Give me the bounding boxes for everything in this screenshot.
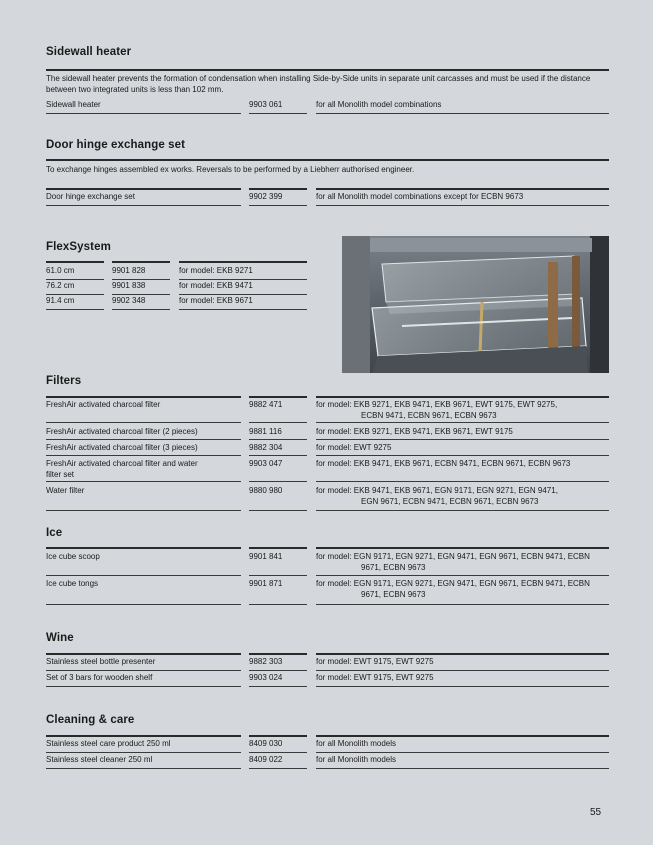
flexsystem-photo: [342, 236, 609, 373]
product-note: for model: EWT 9275: [316, 442, 609, 456]
table-rule: [46, 261, 104, 263]
table-rule: [249, 547, 307, 549]
product-code: 9880 980: [249, 485, 307, 511]
note-line: EGN 9671, ECBN 9471, ECBN 9671, ECBN 9673: [361, 497, 539, 506]
section-title-wine: Wine: [46, 632, 74, 644]
table-rule: [46, 188, 241, 190]
section-title-cleaning-care: Cleaning & care: [46, 714, 135, 726]
product-note: for all Monolith model combinations except for ECBN 9673: [316, 191, 609, 206]
product-name: FreshAir activated charcoal filter: [46, 399, 241, 423]
product-note: [316, 399, 609, 423]
product-code: 9882 471: [249, 399, 307, 423]
flex-size: 61.0 cm: [46, 265, 104, 280]
product-note: for all Monolith model combinations: [316, 99, 609, 114]
table-rule: [316, 735, 609, 737]
flex-size: 91.4 cm: [46, 295, 104, 310]
table-rule: [112, 261, 170, 263]
product-note: for all Monolith models: [316, 754, 609, 769]
table-rule: [179, 261, 307, 263]
hinge-description: To exchange hinges assembled ex works. Reversals to be performed by a Liebherr authorised engineer.: [46, 165, 415, 174]
section-title-sidewall-heater: Sidewall heater: [46, 46, 132, 58]
flex-model: for model: EKB 9471: [179, 280, 307, 295]
product-code: 9881 116: [249, 426, 307, 440]
product-note: for all Monolith models: [316, 738, 609, 753]
flex-model: for model: EKB 9671: [179, 295, 307, 310]
table-rule: [249, 188, 307, 190]
product-name: Water filter: [46, 485, 241, 511]
section-title-door-hinge: Door hinge exchange set: [46, 139, 186, 151]
table-rule: [316, 396, 609, 398]
note-line: ECBN 9471, ECBN 9671, ECBN 9673: [361, 411, 497, 420]
table-rule: [46, 653, 241, 655]
flex-code: 9901 838: [112, 280, 170, 295]
flex-model: for model: EKB 9271: [179, 265, 307, 280]
product-code: 9882 303: [249, 656, 307, 671]
table-rule: [249, 653, 307, 655]
note-line: 9671, ECBN 9673: [361, 563, 426, 572]
table-rule: [316, 653, 609, 655]
product-code: 8409 022: [249, 754, 307, 769]
product-code: 9901 871: [249, 578, 307, 605]
product-note: [316, 578, 609, 605]
product-note: [316, 551, 609, 576]
product-note: for model: EKB 9471, EKB 9671, ECBN 9471, ECBN 9671, ECBN 9673: [316, 458, 609, 482]
table-rule: [46, 735, 241, 737]
product-code: 9903 024: [249, 672, 307, 687]
product-code: 9903 047: [249, 458, 307, 482]
note-line: for model: EKB 9271, EKB 9471, EKB 9671, EWT 9175, EWT 9275,: [316, 400, 558, 409]
product-name: [46, 458, 241, 482]
section-rule: [46, 69, 609, 71]
product-note: for model: EWT 9175, EWT 9275: [316, 656, 609, 671]
product-code: 9903 061: [249, 99, 307, 114]
flex-size: 76.2 cm: [46, 280, 104, 295]
product-name: Set of 3 bars for wooden shelf: [46, 672, 241, 687]
section-title-filters: Filters: [46, 375, 82, 387]
note-line: for model: EGN 9171, EGN 9271, EGN 9471, EGN 9671, ECBN 9471, ECBN: [316, 579, 590, 588]
product-note: for model: EKB 9271, EKB 9471, EKB 9671, EWT 9175: [316, 426, 609, 440]
name-line: FreshAir activated charcoal filter and water: [46, 459, 198, 468]
table-rule: [316, 547, 609, 549]
product-name: Door hinge exchange set: [46, 191, 241, 206]
product-name: Stainless steel bottle presenter: [46, 656, 241, 671]
product-note: [316, 485, 609, 511]
product-code: 9901 841: [249, 551, 307, 576]
sidewall-description: The sidewall heater prevents the formation of condensation when installing Side-by-Side units in separate unit carcasses and must be used if the distance between two integrated units is less than 102 mm.: [46, 74, 591, 94]
product-code: 8409 030: [249, 738, 307, 753]
product-name: Stainless steel care product 250 ml: [46, 738, 241, 753]
note-line: 9671, ECBN 9673: [361, 590, 426, 599]
flex-code: 9901 828: [112, 265, 170, 280]
table-rule: [46, 396, 241, 398]
product-name: Stainless steel cleaner 250 ml: [46, 754, 241, 769]
section-title-flexsystem: FlexSystem: [46, 241, 111, 253]
name-line: filter set: [46, 470, 75, 479]
product-code: 9902 399: [249, 191, 307, 206]
table-rule: [316, 188, 609, 190]
flexsystem-illustration: [342, 236, 609, 373]
product-name: Ice cube tongs: [46, 578, 241, 605]
product-name: FreshAir activated charcoal filter (3 pieces): [46, 442, 241, 456]
table-rule: [249, 735, 307, 737]
note-line: for model: EGN 9171, EGN 9271, EGN 9471, EGN 9671, ECBN 9471, ECBN: [316, 552, 590, 561]
section-title-ice: Ice: [46, 527, 63, 539]
product-name: Sidewall heater: [46, 99, 241, 114]
section-rule: [46, 159, 609, 161]
flex-code: 9902 348: [112, 295, 170, 310]
table-rule: [249, 396, 307, 398]
product-code: 9882 304: [249, 442, 307, 456]
note-line: for model: EKB 9471, EKB 9671, EGN 9171, EGN 9271, EGN 9471,: [316, 486, 558, 495]
product-name: FreshAir activated charcoal filter (2 pieces): [46, 426, 241, 440]
page-number: 55: [590, 807, 602, 818]
product-note: for model: EWT 9175, EWT 9275: [316, 672, 609, 687]
table-rule: [46, 547, 241, 549]
product-name: Ice cube scoop: [46, 551, 241, 576]
